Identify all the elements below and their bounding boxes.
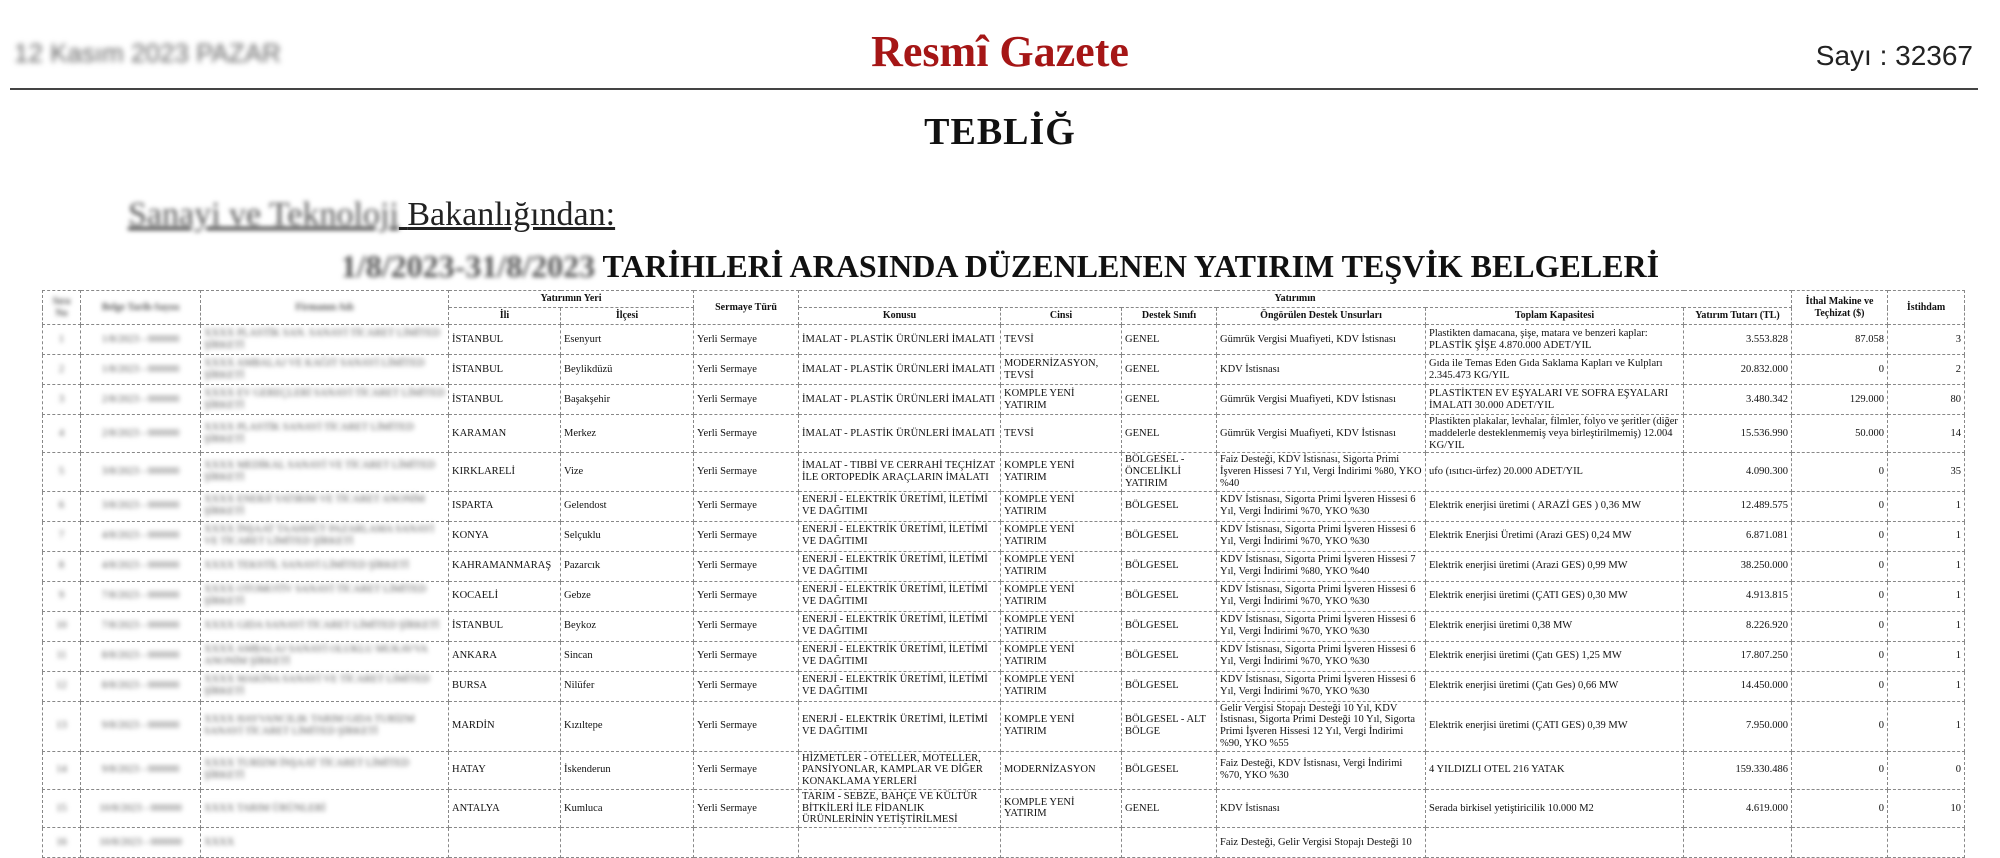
cell-firm: XXXX MEDİKAL SANAYİ VE TİCARET LİMİTED ŞİRKETİ [201, 453, 449, 491]
cell-capital: Yerli Sermaye [694, 355, 799, 385]
cell-firm: XXXX TEKSTİL SANAYİ LİMİTED ŞİRKETİ [201, 551, 449, 581]
col-district-header: İlçesi [561, 308, 694, 325]
cell-subject: ENERJİ - ELEKTRİK ÜRETİMİ, İLETİMİ VE DAĞITIMI [799, 491, 1001, 521]
col-city-header: İli [449, 308, 561, 325]
cell-type: KOMPLE YENİ YATIRIM [1001, 581, 1122, 611]
col-capital-header: Sermaye Türü [694, 291, 799, 325]
cell-city: BURSA [449, 671, 561, 701]
cell-no: 12 [43, 671, 81, 701]
cell-employment: 35 [1888, 453, 1965, 491]
col-capacity-header: Toplam Kapasitesi [1426, 308, 1684, 325]
cell-firm: XXXX ENERJİ YATIRIM VE TİCARET ANONİM ŞİRKETİ [201, 491, 449, 521]
table-row [43, 641, 1965, 671]
cell-type: KOMPLE YENİ YATIRIM [1001, 551, 1122, 581]
publication-date: 12 Kasım 2023 PAZAR [14, 38, 281, 68]
document-title [0, 248, 2000, 285]
cell-supports: KDV İstisnası [1217, 789, 1426, 827]
cell-capacity: PLASTİKTEN EV EŞYALARI VE SOFRA EŞYALARI İMALATI 30.000 ADET/YIL [1426, 385, 1684, 415]
cell-subject: İMALAT - PLASTİK ÜRÜNLERİ İMALATI [799, 355, 1001, 385]
cell-supports: KDV İstisnası, Sigorta Primi İşveren Hissesi 6 Yıl, Vergi İndirimi %70, YKO %30 [1217, 581, 1426, 611]
col-type-header: Cinsi [1001, 308, 1122, 325]
cell-city: ISPARTA [449, 491, 561, 521]
cell-type: KOMPLE YENİ YATIRIM [1001, 521, 1122, 551]
newspaper-title: Resmî Gazete [871, 27, 1129, 76]
cell-firm: XXXX PLASTİK SANAYİ TİCARET LİMİTED ŞİRKETİ [201, 415, 449, 453]
cell-cert: 3/8/2023 - 000000 [81, 453, 201, 491]
cell-capital: Yerli Sermaye [694, 491, 799, 521]
cell-district: Gelendost [561, 491, 694, 521]
cell-employment: 80 [1888, 385, 1965, 415]
cell-city: KIRKLARELİ [449, 453, 561, 491]
cell-cert: 4/8/2023 - 000000 [81, 521, 201, 551]
cell-support-class: BÖLGESEL [1122, 671, 1217, 701]
cell-city: KOCAELİ [449, 581, 561, 611]
cell-no: 9 [43, 581, 81, 611]
table-row [43, 611, 1965, 641]
table-row [43, 453, 1965, 491]
cell-no: 1 [43, 325, 81, 355]
cell-capacity: Plastikten plakalar, levhalar, filmler, folyo ve şeritler (diğer maddelerle desteklenmemiş veya birleştirilmemiş) 12.004 KG/YIL [1426, 415, 1684, 453]
cell-capacity: Elektrik enerjisi üretimi (Çatı Ges) 0,66 MW [1426, 671, 1684, 701]
cell-supports: KDV İstisnası, Sigorta Primi İşveren Hissesi 6 Yıl, Vergi İndirimi %70, YKO %30 [1217, 671, 1426, 701]
cell-firm: XXXX AMBALAJ SANAYİ OLUKLU MUKAVVA ANONİM ŞİRKETİ [201, 641, 449, 671]
cell-supports: Gümrük Vergisi Muafiyeti, KDV İstisnası [1217, 385, 1426, 415]
cell-supports: Faiz Desteği, KDV İstisnası, Sigorta Primi İşveren Hissesi 7 Yıl, Vergi İndirimi %80, YKO %40 [1217, 453, 1426, 491]
cell-cert: 10/8/2023 - 000000 [81, 789, 201, 827]
cell-employment: 2 [1888, 355, 1965, 385]
cell-amount: 4.913.815 [1684, 581, 1792, 611]
cell-support-class: GENEL [1122, 325, 1217, 355]
cell-district: Selçuklu [561, 521, 694, 551]
cell-district [561, 828, 694, 858]
cell-employment: 1 [1888, 521, 1965, 551]
cell-capital: Yerli Sermaye [694, 581, 799, 611]
cell-capital: Yerli Sermaye [694, 385, 799, 415]
cell-employment [1888, 828, 1965, 858]
cell-city: KAHRAMANMARAŞ [449, 551, 561, 581]
cell-firm: XXXX İNŞAAT TAAHHÜT PAZARLAMA SANAYİ VE TİCARET LİMİTED ŞİRKETİ [201, 521, 449, 551]
cell-district: Gebze [561, 581, 694, 611]
cell-capital: Yerli Sermaye [694, 521, 799, 551]
cell-supports: Faiz Desteği, Gelir Vergisi Stopajı Desteği 10 [1217, 828, 1426, 858]
cell-district: Başakşehir [561, 385, 694, 415]
cell-firm: XXXX GIDA SANAYİ TİCARET LİMİTED ŞİRKETİ [201, 611, 449, 641]
cell-supports: Gümrük Vergisi Muafiyeti, KDV İstisnası [1217, 415, 1426, 453]
cell-no: 11 [43, 641, 81, 671]
cell-no: 14 [43, 751, 81, 789]
cell-district: Vize [561, 453, 694, 491]
cell-capital: Yerli Sermaye [694, 325, 799, 355]
cell-cert: 9/8/2023 - 000000 [81, 701, 201, 751]
cell-type: MODERNİZASYON, TEVSİ [1001, 355, 1122, 385]
incentive-certificates-table [42, 290, 1965, 858]
cell-employment: 1 [1888, 641, 1965, 671]
table-row [43, 789, 1965, 827]
masthead [0, 0, 2000, 92]
cell-type [1001, 828, 1122, 858]
cell-machinery: 0 [1792, 611, 1888, 641]
cell-machinery: 0 [1792, 453, 1888, 491]
cell-no: 6 [43, 491, 81, 521]
cell-type: MODERNİZASYON [1001, 751, 1122, 789]
cell-amount: 159.330.486 [1684, 751, 1792, 789]
cell-city: KARAMAN [449, 415, 561, 453]
incentive-table-container [42, 290, 1964, 848]
cell-cert: 8/8/2023 - 000000 [81, 671, 201, 701]
cell-subject: ENERJİ - ELEKTRİK ÜRETİMİ, İLETİMİ VE DAĞITIMI [799, 581, 1001, 611]
table-row [43, 581, 1965, 611]
cell-supports: Gümrük Vergisi Muafiyeti, KDV İstisnası [1217, 325, 1426, 355]
location-group-header: Yatırımın Yeri [449, 291, 694, 308]
ministry-name: Sanayi ve Teknoloji [128, 196, 399, 233]
cell-employment: 0 [1888, 751, 1965, 789]
cell-support-class: BÖLGESEL - ALT BÖLGE [1122, 701, 1217, 751]
col-machinery-header: İthal Makine ve Teçhizat ($) [1792, 291, 1888, 325]
cell-city: ANTALYA [449, 789, 561, 827]
cell-no: 4 [43, 415, 81, 453]
cell-capital: Yerli Sermaye [694, 789, 799, 827]
cell-district: Pazarcık [561, 551, 694, 581]
cell-amount: 12.489.575 [1684, 491, 1792, 521]
cell-cert: 1/8/2023 - 000000 [81, 355, 201, 385]
cell-capacity: Elektrik enerjisi üretimi ( ARAZİ GES ) 0,36 MW [1426, 491, 1684, 521]
cell-amount: 7.950.000 [1684, 701, 1792, 751]
table-row [43, 701, 1965, 751]
cell-firm: XXXX MAKİNA SANAYİ VE TİCARET LİMİTED ŞİRKETİ [201, 671, 449, 701]
cell-type: KOMPLE YENİ YATIRIM [1001, 641, 1122, 671]
cell-support-class: BÖLGESEL [1122, 751, 1217, 789]
cell-amount: 4.090.300 [1684, 453, 1792, 491]
cell-employment: 1 [1888, 671, 1965, 701]
cell-firm: XXXX AMBALAJ VE KAĞIT SANAYİ LİMİTED ŞİRKETİ [201, 355, 449, 385]
cell-type: KOMPLE YENİ YATIRIM [1001, 385, 1122, 415]
cell-amount: 4.619.000 [1684, 789, 1792, 827]
cell-capacity: Gıda ile Temas Eden Gıda Saklama Kapları ve Kulpları 2.345.473 KG/YIL [1426, 355, 1684, 385]
cell-employment: 1 [1888, 611, 1965, 641]
cell-capital: Yerli Sermaye [694, 701, 799, 751]
cell-support-class: BÖLGESEL [1122, 641, 1217, 671]
cell-supports: KDV İstisnası, Sigorta Primi İşveren Hissesi 6 Yıl, Vergi İndirimi %70, YKO %30 [1217, 641, 1426, 671]
cell-cert: 1/8/2023 - 000000 [81, 325, 201, 355]
table-body [43, 325, 1965, 858]
cell-amount: 20.832.000 [1684, 355, 1792, 385]
cell-cert: 9/8/2023 - 000000 [81, 751, 201, 789]
cell-firm: XXXX EV GEREÇLERİ SANAYİ TİCARET LİMİTED ŞİRKETİ [201, 385, 449, 415]
cell-firm: XXXX OTOMOTİV SANAYİ TİCARET LİMİTED ŞİRKETİ [201, 581, 449, 611]
cell-supports: Faiz Desteği, KDV İstisnası, Vergi İndirimi %70, YKO %30 [1217, 751, 1426, 789]
cell-district: Beylikdüzü [561, 355, 694, 385]
cell-district: Nilüfer [561, 671, 694, 701]
cell-machinery: 0 [1792, 355, 1888, 385]
col-amount-header: Yatırım Tutarı (TL) [1684, 308, 1792, 325]
cell-type: KOMPLE YENİ YATIRIM [1001, 611, 1122, 641]
cell-machinery: 0 [1792, 551, 1888, 581]
cell-subject: HİZMETLER - OTELLER, MOTELLER, PANSİYONLAR, KAMPLAR VE DİĞER KONAKLAMA YERLERİ [799, 751, 1001, 789]
cell-employment: 3 [1888, 325, 1965, 355]
cell-capital: Yerli Sermaye [694, 611, 799, 641]
cell-amount: 3.480.342 [1684, 385, 1792, 415]
cell-amount [1684, 828, 1792, 858]
cell-firm: XXXX HAYVANCILIK TARIM GIDA TURİZM SANAYİ TİCARET LİMİTED ŞİRKETİ [201, 701, 449, 751]
cell-machinery: 0 [1792, 701, 1888, 751]
cell-employment: 10 [1888, 789, 1965, 827]
cell-subject: ENERJİ - ELEKTRİK ÜRETİMİ, İLETİMİ VE DAĞITIMI [799, 551, 1001, 581]
cell-subject: ENERJİ - ELEKTRİK ÜRETİMİ, İLETİMİ VE DAĞITIMI [799, 641, 1001, 671]
col-cert-header: Belge Tarih-Sayısı [81, 291, 201, 325]
cell-district: Beykoz [561, 611, 694, 641]
cell-employment: 1 [1888, 551, 1965, 581]
col-support-class-header: Destek Sınıfı [1122, 308, 1217, 325]
cell-firm: XXXX PLASTİK SAN. SANAYİ TİCARET LİMİTED ŞİRKETİ [201, 325, 449, 355]
ministry-heading [128, 196, 615, 234]
cell-machinery: 0 [1792, 521, 1888, 551]
table-row [43, 751, 1965, 789]
cell-capital: Yerli Sermaye [694, 551, 799, 581]
cell-cert: 2/8/2023 - 000000 [81, 415, 201, 453]
cell-city: HATAY [449, 751, 561, 789]
cell-no: 15 [43, 789, 81, 827]
investment-group-header: Yatırımın [799, 291, 1792, 308]
cell-employment: 14 [1888, 415, 1965, 453]
cell-machinery: 0 [1792, 641, 1888, 671]
cell-capacity: Elektrik enerjisi üretimi (ÇATI GES) 0,30 MW [1426, 581, 1684, 611]
cell-cert: 4/8/2023 - 000000 [81, 551, 201, 581]
cell-city: MARDİN [449, 701, 561, 751]
cell-district: Kumluca [561, 789, 694, 827]
table-row [43, 385, 1965, 415]
cell-amount: 6.871.081 [1684, 521, 1792, 551]
cell-cert: 7/8/2023 - 000000 [81, 611, 201, 641]
cell-city: İSTANBUL [449, 611, 561, 641]
cell-employment: 1 [1888, 491, 1965, 521]
cell-machinery: 87.058 [1792, 325, 1888, 355]
cell-capital: Yerli Sermaye [694, 751, 799, 789]
table-row [43, 491, 1965, 521]
cell-supports: KDV İstisnası, Sigorta Primi İşveren Hissesi 6 Yıl, Vergi İndirimi %70, YKO %30 [1217, 611, 1426, 641]
cell-amount: 17.807.250 [1684, 641, 1792, 671]
cell-cert: 7/8/2023 - 000000 [81, 581, 201, 611]
table-row [43, 521, 1965, 551]
cell-subject [799, 828, 1001, 858]
cell-capital: Yerli Sermaye [694, 671, 799, 701]
cell-type: TEVSİ [1001, 415, 1122, 453]
cell-machinery: 0 [1792, 671, 1888, 701]
cell-capacity: 4 YILDIZLI OTEL 216 YATAK [1426, 751, 1684, 789]
cell-cert: 2/8/2023 - 000000 [81, 385, 201, 415]
cell-machinery: 0 [1792, 581, 1888, 611]
cell-supports: KDV İstisnası, Sigorta Primi İşveren Hissesi 7 Yıl, Vergi İndirimi %80, YKO %40 [1217, 551, 1426, 581]
cell-type: KOMPLE YENİ YATIRIM [1001, 671, 1122, 701]
cell-employment: 1 [1888, 701, 1965, 751]
cell-capacity: ufo (ısıtıcı-ürfez) 20.000 ADET/YIL [1426, 453, 1684, 491]
cell-supports: KDV İstisnası, Sigorta Primi İşveren Hissesi 6 Yıl, Vergi İndirimi %70, YKO %30 [1217, 521, 1426, 551]
cell-subject: İMALAT - TIBBİ VE CERRAHİ TEÇHİZAT İLE ORTOPEDİK ARAÇLARIN İMALATI [799, 453, 1001, 491]
document-title-text: TARİHLERİ ARASINDA DÜZENLENEN YATIRIM TEŞVİK BELGELERİ [595, 248, 1660, 284]
cell-city [449, 828, 561, 858]
cell-capital: Yerli Sermaye [694, 415, 799, 453]
cell-subject: TARIM - SEBZE, BAHÇE VE KÜLTÜR BİTKİLERİ İLE FİDANLIK ÜRÜNLERİNİN YETİŞTİRİLMESİ [799, 789, 1001, 827]
cell-district: Merkez [561, 415, 694, 453]
cell-supports: Gelir Vergisi Stopajı Desteği 10 Yıl, KDV İstisnası, Sigorta Primi Desteği 10 Yıl, Sigorta Primi İşveren Hissesi 12 Yıl, Vergi İndirimi %90, YKO %55 [1217, 701, 1426, 751]
cell-amount: 8.226.920 [1684, 611, 1792, 641]
cell-supports: KDV İstisnası, Sigorta Primi İşveren Hissesi 6 Yıl, Vergi İndirimi %70, YKO %30 [1217, 491, 1426, 521]
cell-type: KOMPLE YENİ YATIRIM [1001, 491, 1122, 521]
cell-no: 16 [43, 828, 81, 858]
cell-machinery: 50.000 [1792, 415, 1888, 453]
cell-amount: 38.250.000 [1684, 551, 1792, 581]
cell-type: KOMPLE YENİ YATIRIM [1001, 701, 1122, 751]
cell-capital: Yerli Sermaye [694, 641, 799, 671]
cell-no: 10 [43, 611, 81, 641]
ministry-suffix: Bakanlığından: [407, 196, 616, 233]
cell-no: 2 [43, 355, 81, 385]
table-row [43, 671, 1965, 701]
cell-employment: 1 [1888, 581, 1965, 611]
cell-support-class: GENEL [1122, 415, 1217, 453]
cell-city: İSTANBUL [449, 325, 561, 355]
table-row [43, 415, 1965, 453]
cell-cert: 10/8/2023 - 000000 [81, 828, 201, 858]
col-firm-header: Firmanın Adı [201, 291, 449, 325]
cell-district: Esenyurt [561, 325, 694, 355]
section-title: TEBLİĞ [924, 111, 1076, 153]
col-no-header: Sıra No [43, 291, 81, 325]
cell-support-class: GENEL [1122, 385, 1217, 415]
cell-capacity: Plastikten damacana, şişe, matara ve benzeri kaplar: PLASTİK ŞİŞE 4.870.000 ADET/YIL [1426, 325, 1684, 355]
cell-supports: KDV İstisnası [1217, 355, 1426, 385]
cell-support-class: BÖLGESEL [1122, 611, 1217, 641]
cell-support-class: BÖLGESEL [1122, 521, 1217, 551]
cell-no: 3 [43, 385, 81, 415]
cell-subject: ENERJİ - ELEKTRİK ÜRETİMİ, İLETİMİ VE DAĞITIMI [799, 611, 1001, 641]
cell-firm: XXXX TARIM ÜRÜNLERİ [201, 789, 449, 827]
cell-no: 7 [43, 521, 81, 551]
cell-machinery: 0 [1792, 789, 1888, 827]
cell-city: İSTANBUL [449, 355, 561, 385]
cell-capacity: Elektrik Enerjisi Üretimi (Arazi GES) 0,24 MW [1426, 521, 1684, 551]
table-header [43, 291, 1965, 325]
cell-no: 5 [43, 453, 81, 491]
cell-amount: 3.553.828 [1684, 325, 1792, 355]
cell-city: ANKARA [449, 641, 561, 671]
col-supports-header: Öngörülen Destek Unsurları [1217, 308, 1426, 325]
cell-support-class: BÖLGESEL [1122, 581, 1217, 611]
cell-firm: XXXX [201, 828, 449, 858]
table-row [43, 828, 1965, 858]
cell-capital: Yerli Sermaye [694, 453, 799, 491]
cell-capacity: Elektrik enerjisi üretimi (ÇATI GES) 0,39 MW [1426, 701, 1684, 751]
cell-type: KOMPLE YENİ YATIRIM [1001, 453, 1122, 491]
cell-cert: 3/8/2023 - 000000 [81, 491, 201, 521]
cell-firm: XXXX TURİZM İNŞAAT TİCARET LİMİTED ŞİRKETİ [201, 751, 449, 789]
cell-machinery: 0 [1792, 751, 1888, 789]
table-row [43, 325, 1965, 355]
cell-capacity [1426, 828, 1684, 858]
cell-city: KONYA [449, 521, 561, 551]
issue-number: Sayı : 32367 [1815, 40, 1973, 71]
cell-machinery: 0 [1792, 491, 1888, 521]
cell-district: Sincan [561, 641, 694, 671]
cell-no: 8 [43, 551, 81, 581]
header-divider [10, 88, 1978, 90]
cell-district: İskenderun [561, 751, 694, 789]
cell-capacity: Elektrik enerjisi üretimi (Arazi GES) 0,99 MW [1426, 551, 1684, 581]
cell-amount: 14.450.000 [1684, 671, 1792, 701]
cell-city: İSTANBUL [449, 385, 561, 415]
table-row [43, 551, 1965, 581]
cell-amount: 15.536.990 [1684, 415, 1792, 453]
cell-support-class: BÖLGESEL [1122, 551, 1217, 581]
cell-subject: İMALAT - PLASTİK ÜRÜNLERİ İMALATI [799, 325, 1001, 355]
cell-type: KOMPLE YENİ YATIRIM [1001, 789, 1122, 827]
table-row [43, 355, 1965, 385]
cell-support-class: GENEL [1122, 355, 1217, 385]
cell-capacity: Elektrik enerjisi üretimi (Çatı GES) 1,25 MW [1426, 641, 1684, 671]
cell-support-class: BÖLGESEL [1122, 491, 1217, 521]
cell-support-class [1122, 828, 1217, 858]
cell-subject: ENERJİ - ELEKTRİK ÜRETİMİ, İLETİMİ VE DAĞITIMI [799, 701, 1001, 751]
cell-no: 13 [43, 701, 81, 751]
cell-capacity: Elektrik enerjisi üretimi 0,38 MW [1426, 611, 1684, 641]
cell-machinery [1792, 828, 1888, 858]
col-employment-header: İstihdam [1888, 291, 1965, 325]
cell-subject: ENERJİ - ELEKTRİK ÜRETİMİ, İLETİMİ VE DAĞITIMI [799, 521, 1001, 551]
cell-support-class: GENEL [1122, 789, 1217, 827]
cell-support-class: BÖLGESEL - ÖNCELİKLİ YATIRIM [1122, 453, 1217, 491]
cell-cert: 8/8/2023 - 000000 [81, 641, 201, 671]
cell-capacity: Serada birkisel yetiştiricilik 10.000 M2 [1426, 789, 1684, 827]
cell-machinery: 129.000 [1792, 385, 1888, 415]
cell-district: Kızıltepe [561, 701, 694, 751]
cell-subject: İMALAT - PLASTİK ÜRÜNLERİ İMALATI [799, 385, 1001, 415]
col-subject-header: Konusu [799, 308, 1001, 325]
cell-capital [694, 828, 799, 858]
cell-subject: İMALAT - PLASTİK ÜRÜNLERİ İMALATI [799, 415, 1001, 453]
cell-type: TEVSİ [1001, 325, 1122, 355]
document-date-range: 1/8/2023-31/8/2023 [340, 248, 596, 284]
cell-subject: ENERJİ - ELEKTRİK ÜRETİMİ, İLETİMİ VE DAĞITIMI [799, 671, 1001, 701]
